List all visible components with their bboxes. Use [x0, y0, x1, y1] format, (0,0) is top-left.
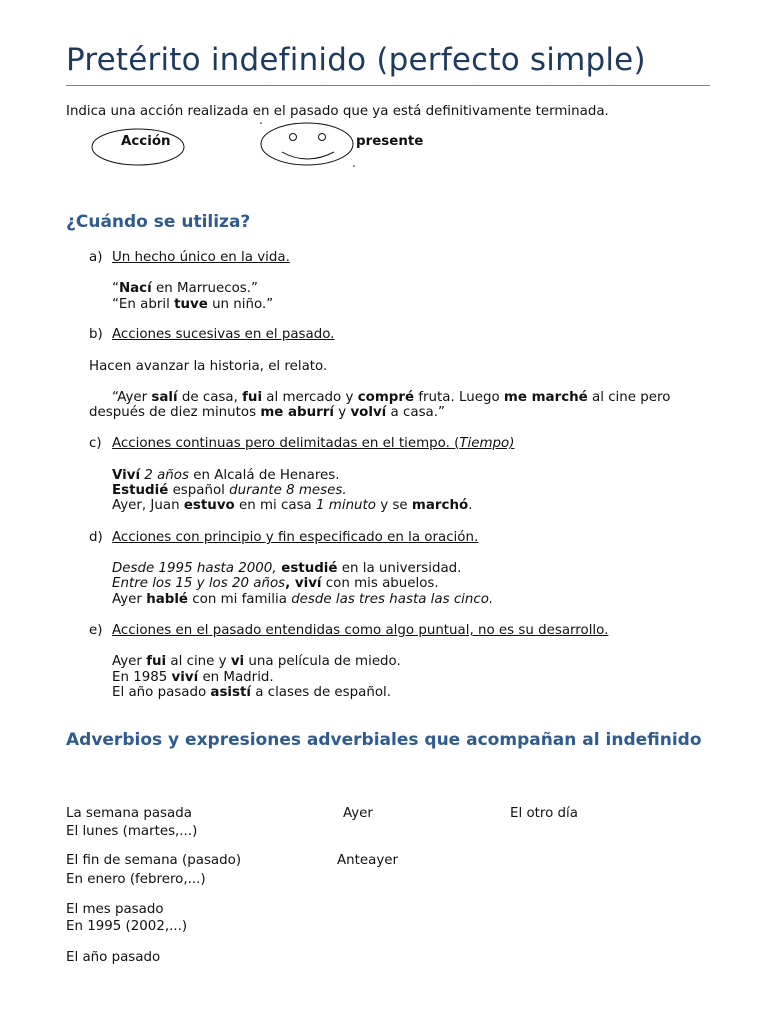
adverb-item: En enero (febrero,...) — [66, 872, 206, 887]
example-line: Desde 1995 hasta 2000, estudié en la universidad. — [112, 561, 462, 576]
smiley-left-eye — [290, 134, 297, 141]
example-line: después de diez minutos me aburrí y volví a casa.” — [89, 405, 445, 420]
example-line: Estudié español durante 8 meses. — [112, 483, 347, 498]
list-item-label: Acciones con principio y fin especificado en la oración. — [112, 530, 479, 545]
list-item-label: Un hecho único en la vida. — [112, 250, 290, 265]
list-item-note: Hacen avanzar la historia, el relato. — [89, 359, 328, 374]
example-line: Ayer fui al cine y vi una película de miedo. — [112, 654, 401, 669]
page-title: Pretérito indefinido (perfecto simple) — [66, 42, 646, 78]
example-line: “En abril tuve un niño.” — [112, 297, 274, 312]
example-line: “Nací en Marruecos.” — [112, 281, 258, 296]
example-line: Ayer hablé con mi familia desde las tres hasta las cinco. — [112, 592, 494, 607]
adverb-item: La semana pasada — [66, 806, 192, 821]
list-item-label: Acciones en el pasado entendidas como algo puntual, no es su desarrollo. — [112, 623, 609, 638]
adverb-item: El lunes (martes,...) — [66, 824, 198, 839]
list-item-label: Acciones continuas pero delimitadas en el tiempo. (Tiempo) — [112, 436, 515, 451]
list-marker: a) — [89, 250, 103, 265]
list-item-b — [89, 327, 334, 343]
adverb-item: Ayer — [343, 806, 373, 821]
section-heading-adverbs: Adverbios y expresiones adverbiales que acompañan al indefinido — [66, 730, 702, 750]
intro-text: Indica una acción realizada en el pasado que ya está definitivamente terminada. — [66, 104, 609, 119]
list-item-label: Acciones sucesivas en el pasado. — [112, 327, 335, 342]
list-item-a — [89, 250, 290, 266]
list-item-c — [89, 436, 514, 452]
example-line: Ayer, Juan estuvo en mi casa 1 minuto y se marchó. — [112, 498, 473, 513]
example-line: Entre los 15 y los 20 años, viví con mis abuelos. — [112, 576, 439, 591]
example-line: Viví 2 años en Alcalá de Henares. — [112, 468, 340, 483]
adverb-item: Anteayer — [337, 853, 399, 868]
title-divider — [66, 85, 710, 86]
adverb-item: El fin de semana (pasado) — [66, 853, 242, 868]
example-line: En 1985 viví en Madrid. — [112, 670, 274, 685]
adverb-item: El otro día — [510, 806, 578, 821]
section-heading-when: ¿Cuándo se utiliza? — [66, 212, 251, 232]
adverb-item: El año pasado — [66, 950, 161, 965]
list-marker: b) — [89, 327, 103, 342]
adverb-item: El mes pasado — [66, 902, 164, 917]
list-marker: d) — [89, 530, 103, 545]
smiley-mouth — [282, 152, 334, 159]
adverb-item: En 1995 (2002,...) — [66, 919, 188, 934]
list-item-d — [89, 530, 478, 546]
list-marker: e) — [89, 623, 103, 638]
list-marker: c) — [89, 436, 102, 451]
example-line: El año pasado asistí a clases de español. — [112, 685, 392, 700]
present-label: presente — [356, 134, 424, 149]
example-line: “Ayer salí de casa, fui al mercado y compré fruta. Luego me marché al cine pero — [112, 390, 671, 405]
smiley-right-eye — [319, 134, 326, 141]
list-item-e — [89, 623, 608, 639]
action-label: Acción — [121, 134, 171, 149]
